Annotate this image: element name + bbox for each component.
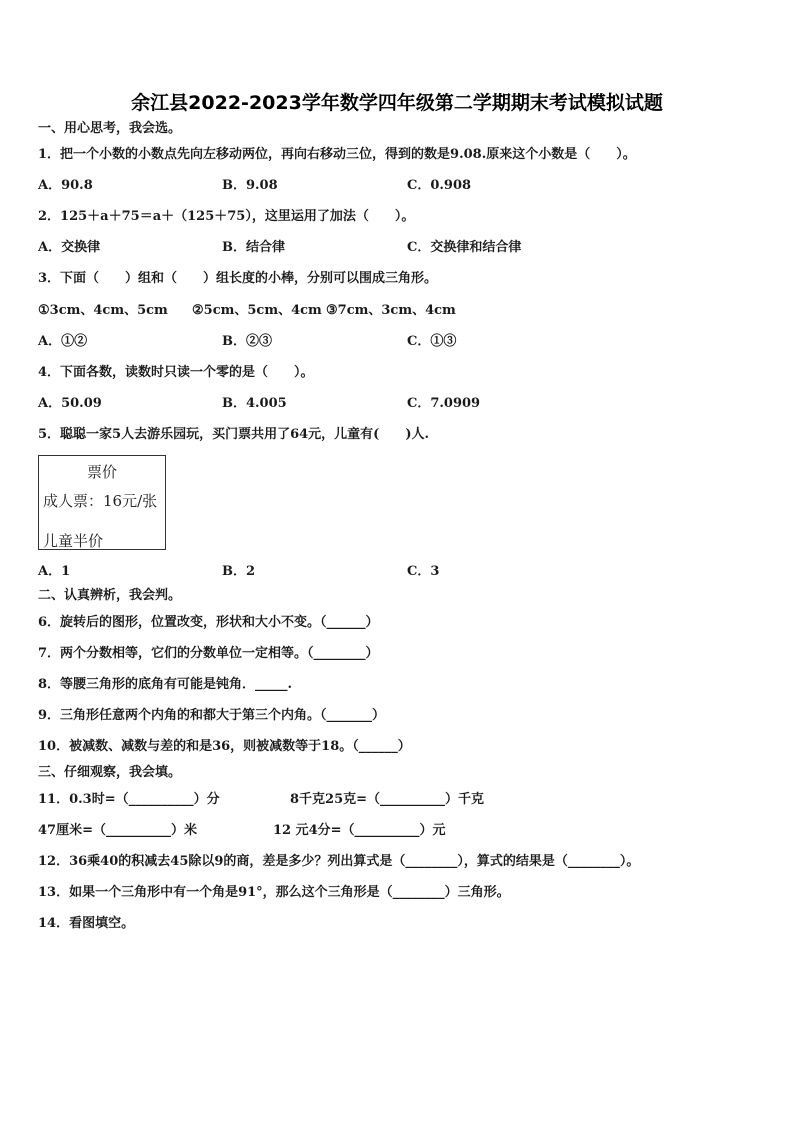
q2-option-b: B．结合律 — [222, 240, 285, 255]
q1-option-c: C．0.908 — [407, 178, 472, 193]
section-3-heading: 三、仔细观察，我会填。 — [38, 765, 182, 780]
q5-option-c: C．3 — [407, 564, 440, 579]
section-1-heading: 一、用心思考，我会选。 — [38, 121, 182, 136]
q4-option-a: A．50.09 — [38, 396, 102, 411]
question-12: 12．36乘40的积减去45除以9的商，差是多少？列出算式是（________），算式的结果是（________）。 — [38, 854, 640, 869]
question-6: 6．旋转后的图形，位置改变，形状和大小不变。（______） — [38, 615, 379, 630]
q1-option-a: A．90.8 — [38, 178, 93, 193]
page-title: 余江县2022-2023学年数学四年级第二学期期末考试模拟试题 — [131, 92, 663, 114]
question-8: 8．等腰三角形的底角有可能是钝角．_____. — [38, 677, 293, 692]
question-11-part-c: 47厘米=（__________）米 — [38, 823, 197, 838]
q2-option-c: C．交换律和结合律 — [407, 240, 522, 255]
ticket-title: 票价 — [86, 463, 117, 481]
question-11-part-a: 11．0.3时=（__________）分 — [38, 792, 220, 807]
q3-option-a: A．①② — [38, 334, 88, 349]
q5-option-b: B．2 — [222, 564, 256, 579]
ticket-adult-price: 成人票：16元/张 — [43, 492, 158, 510]
question-11-part-b: 8千克25克=（__________）千克 — [290, 792, 485, 807]
question-4: 4．下面各数，读数时只读一个零的是（ ）。 — [38, 365, 314, 380]
question-10: 10．被减数、减数与差的和是36，则被减数等于18。（______） — [38, 739, 411, 754]
question-7: 7．两个分数相等，它们的分数单位一定相等。（________） — [38, 646, 379, 661]
question-13: 13．如果一个三角形中有一个角是91°，那么这个三角形是（________）三角形。 — [38, 885, 510, 900]
question-11-part-d: 12 元4分=（__________）元 — [273, 823, 446, 838]
section-2-heading: 二、认真辨析，我会判。 — [38, 588, 182, 603]
q3-option-c: C．①③ — [407, 334, 457, 349]
q3-group-3: ③7cm、3cm、4cm — [326, 303, 456, 318]
q4-option-c: C．7.0909 — [407, 396, 481, 411]
ticket-price-box — [38, 455, 166, 550]
q5-option-a: A．1 — [38, 564, 71, 579]
question-14: 14．看图填空。 — [38, 916, 135, 931]
q2-option-a: A．交换律 — [38, 240, 101, 255]
q3-group-2: ②5cm、5cm、4cm — [192, 303, 322, 318]
ticket-child-price: 儿童半价 — [43, 532, 104, 550]
question-1: 1．把一个小数的小数点先向左移动两位，再向右移动三位，得到的数是9.08.原来这个小数是（ ）。 — [38, 147, 636, 162]
q1-option-b: B．9.08 — [222, 178, 278, 193]
q3-option-b: B．②③ — [222, 334, 272, 349]
question-3: 3．下面（ ）组和（ ）组长度的小棒，分别可以围成三角形。 — [38, 271, 438, 286]
q3-group-1: ①3cm、4cm、5cm — [38, 303, 168, 318]
question-2: 2．125＋a＋75＝a＋（125＋75），这里运用了加法（ ）。 — [38, 209, 415, 224]
question-9: 9．三角形任意两个内角的和都大于第三个内角。（_______） — [38, 708, 386, 723]
question-5: 5．聪聪一家5人去游乐园玩，买门票共用了64元，儿童有( )人. — [38, 427, 430, 442]
q4-option-b: B．4.005 — [222, 396, 287, 411]
